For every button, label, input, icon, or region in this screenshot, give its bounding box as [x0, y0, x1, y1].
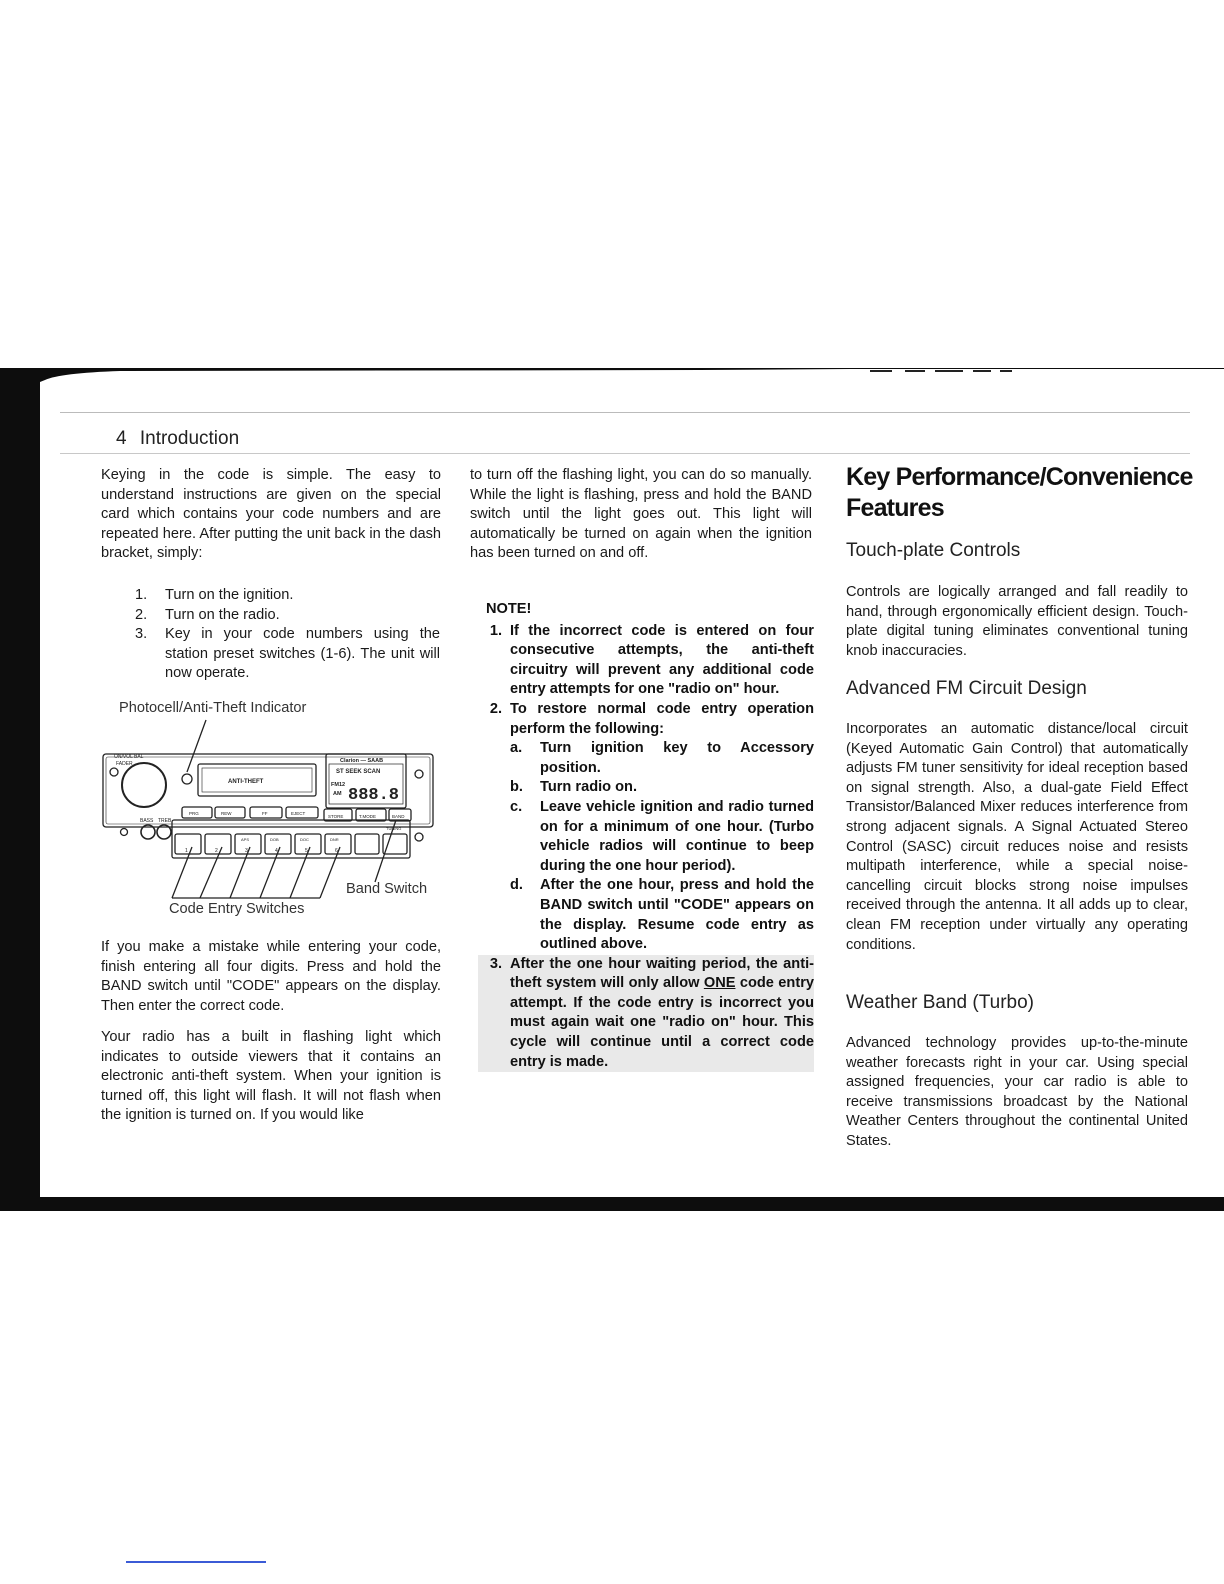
section-heading: Touch-plate Controls — [846, 540, 1021, 561]
step-number: 2. — [135, 606, 148, 623]
display-top: ST SEEK SCAN — [336, 769, 381, 775]
header-rule-lower — [60, 453, 1190, 454]
band-am: AM — [333, 791, 342, 797]
btn-prg: PRG — [189, 811, 199, 816]
note-text: To restore normal code entry operation perform the following: — [510, 700, 814, 737]
sub-text: Turn ignition key to Accessory position. — [540, 740, 814, 776]
section-paragraph: Incorporates an automatic distance/local circuit (Keyed Automatic Gain Control) that automatically adjusts FM tuner sensitivity for ideal reception based on signal strength. Also, a dual-gate Field Effect Transistor/Balanced Mixer reduces interference from strong adjacent signals. A Signal Actuated Stereo Control (SASC) circuit reduces noise and resists multipath interference, while a special noise-cancelling circuit blocks strong noise impulses received through the antenna. It all adds up to clear, clean FM reception under virtually any operating conditions. — [846, 721, 1188, 953]
preset-4: 4 — [275, 848, 278, 854]
preset-1: 1 — [185, 848, 188, 854]
preset-5: 5 — [305, 848, 308, 854]
scan-dash — [905, 370, 925, 372]
bal-label: BAL — [134, 754, 144, 760]
sub-letter: a. — [510, 740, 523, 757]
scan-dash — [973, 370, 991, 372]
flashing-light-paragraph: Your radio has a built in flashing light which indicates to outside viewers that it contains an electronic anti-theft system. When your ignition is turned off, this light will flash. It will not flash when the ignition is turned on. If you would like — [101, 1029, 441, 1124]
scan-dash — [1000, 370, 1012, 372]
note-text: If the incorrect code is entered on four consecutive attempts, the anti-theft circuitry will prevent any additional code entry attempts for one "radio on" hour. — [510, 622, 814, 698]
step-text: Turn on the radio. — [165, 606, 280, 623]
btn-band: BAND — [392, 814, 405, 819]
sub-letter: d. — [510, 877, 523, 894]
note3-part-a: After the one hour waiting period, the anti-theft system will only allow — [510, 955, 814, 992]
list-item — [510, 778, 814, 798]
sub-text: Turn radio on. — [540, 779, 638, 796]
note-number: 2. — [489, 700, 502, 717]
step-number: 1. — [135, 587, 148, 603]
bass-label: BASS — [140, 818, 154, 824]
preset-label-dob: DOB — [270, 837, 279, 842]
list-item — [478, 955, 814, 1073]
intro-paragraph: Keying in the code is simple. The easy to understand instructions are given on the special card which contains your code numbers and are repeated here. After putting the unit back in the dash bracket, simply: — [101, 467, 441, 562]
mistake-paragraph: If you make a mistake while entering your code, finish entering all four digits. Press and hold the BAND switch until "CODE" appears on the display. Then enter the correct code. — [101, 939, 441, 1014]
header-rule — [60, 412, 1190, 413]
sub-text: After the one hour, press and hold the BAND switch until "CODE" appears on the display. Resume code entry as outlined above. — [540, 877, 814, 953]
note3-part-b: code entry attempt. If the code entry is incorrect you must again wait one "radio on" hour. This cycle will continue until a correct code entry is made. — [510, 975, 814, 1070]
note-block — [478, 600, 814, 1072]
note-title: NOTE! — [486, 601, 532, 617]
preset-label-aps: APS — [241, 837, 250, 842]
scan-border-bottom — [0, 1197, 1224, 1211]
preset-label-dnr: DNR — [330, 837, 339, 842]
features-title: Key Performance/Convenience Features — [846, 463, 1193, 522]
scan-border-top — [0, 368, 1224, 382]
section-paragraph: Advanced technology provides up-to-the-minute weather forecasts right in your car. Using special assigned frequencies, your car radio is able to receive transmissions broadcast by the National Weather Centers throughout the continental United States. — [846, 1035, 1188, 1149]
display-value: 888.8 — [348, 786, 400, 805]
steps-list — [135, 586, 440, 684]
power-label: ON/VOL — [114, 754, 133, 760]
scan-dash — [935, 370, 963, 372]
scan-border-left — [0, 372, 40, 1207]
sub-letter: c. — [510, 798, 523, 815]
btn-eject: EJECT — [291, 811, 306, 816]
step-text: Key in your code numbers using the station preset switches (1-6). The unit will now operate. — [165, 626, 440, 682]
list-item — [478, 622, 814, 700]
list-item — [478, 700, 814, 739]
section-heading: Weather Band (Turbo) — [846, 992, 1034, 1013]
band-fm: FM12 — [331, 782, 346, 788]
list-item — [510, 798, 814, 876]
list-item — [510, 876, 814, 954]
photocell-label: Photocell/Anti-Theft Indicator — [119, 700, 307, 716]
step-number: 3. — [135, 626, 148, 643]
preset-3: 3 — [245, 848, 248, 854]
list-item — [510, 739, 814, 778]
note3-emphasis: ONE — [703, 975, 736, 992]
section-paragraph: Controls are logically arranged and fall readily to hand, through ergonomically efficient design. Touch-plate digital tuning eliminates conventional tuning knob inaccuracies. — [846, 584, 1188, 659]
band-switch-label: Band Switch — [346, 881, 428, 897]
fader-label: FADER — [116, 761, 133, 767]
tape-label: ANTI-THEFT — [228, 779, 264, 785]
preset-6: 6 — [335, 848, 338, 854]
brand-label: Clarion — SAAB — [340, 758, 384, 764]
page-number: 4 — [116, 428, 127, 449]
sub-letter: b. — [510, 779, 523, 796]
step-text: Turn on the ignition. — [165, 587, 294, 603]
sub-text: Leave vehicle ignition and radio turned on for a minimum of one hour. (Turbo vehicle radios will continue to beep during the one hour period). — [540, 798, 814, 874]
preset-2: 2 — [215, 848, 218, 854]
list-item — [135, 606, 440, 626]
page-header — [116, 428, 239, 450]
btn-ff: FF — [262, 811, 268, 816]
list-item — [135, 625, 440, 684]
treb-label: TREB — [158, 818, 172, 824]
continued-paragraph: to turn off the flashing light, you can do so manually. While the light is flashing, press and hold the BAND switch until the light goes out. This light will automatically be turned on again when the ignition has been turned on and off. — [470, 467, 812, 562]
section-title: Introduction — [139, 428, 240, 449]
section-heading: Advanced FM Circuit Design — [846, 678, 1087, 699]
note-text — [510, 955, 814, 1073]
list-item — [135, 586, 440, 606]
btn-tmode: T.MODE — [359, 814, 377, 819]
scan-artifact-line — [126, 1561, 266, 1563]
scan-dash — [870, 370, 892, 372]
note-number: 3. — [489, 955, 502, 972]
btn-store: STORE — [328, 814, 344, 819]
note-number: 1. — [489, 622, 502, 639]
tuning-label: TUNING — [386, 826, 402, 831]
code-entry-label: Code Entry Switches — [169, 901, 305, 917]
btn-rew: REW — [221, 811, 232, 816]
preset-label-doc: DOC — [300, 837, 309, 842]
